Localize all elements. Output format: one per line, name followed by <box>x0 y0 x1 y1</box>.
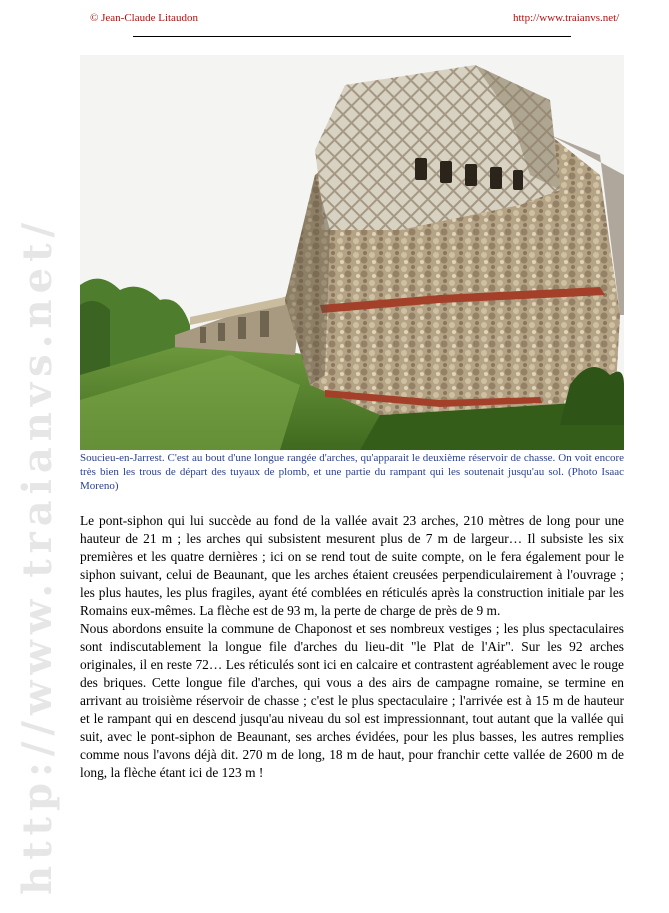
paragraph: Nous abordons ensuite la commune de Chaponost et ses nombreux vestiges ; les plus spectaculaires sont indiscutablement la longue file d'arches du lieu-dit "le Plat de l'Air". Sur les 92 arches originales, il en reste 72… Les réticulés sont ici en calcaire et contrastent agréablement avec le rouge des briques. Cette longue file d'arches, qui vous a des airs de campagne romaine, se termine en arrivant au troisième réservoir de chasse ; c'est le plus spectaculaire ; l'arrivée est à 15 m de hauteur et le rampant qui en descend jusqu'au niveau du sol est impressionnant, tout autant que la vallée qui suit, avec le pont-siphon de Beaunant, ses arches évidées, pour les plus basses, les autres remplies comme nous l'avons déjà dit. 270 m de long, 18 m de haut, pour franchir cette vallée de 2600 m de long, la flèche étant ici de 123 m ! <box>80 621 624 780</box>
header-author: © Jean-Claude Litaudon <box>90 12 198 24</box>
photo-caption: Soucieu-en-Jarrest. C'est au bout d'une longue rangée d'arches, qu'apparait le deuxième réservoir de chasse. On voit encore très bien les trous de départ des tuyaux de plomb, et une partie du rampant qui les soutenait jusqu'au sol. (Photo Isaac Moreno) <box>80 452 624 492</box>
side-watermark: http://www.traianvs.net/ <box>14 216 61 895</box>
article-body <box>80 512 624 782</box>
aqueduct-photo <box>80 55 624 450</box>
header-url: http://www.traianvs.net/ <box>513 12 620 24</box>
paragraph: Le pont-siphon qui lui succède au fond de la vallée avait 23 arches, 210 mètres de long pour une hauteur de 21 m ; les arches qui subsistent mesurent plus de 7 m de largeur… Il subsiste les six premières et les quatre dernières ; ici on se rend tout de suite compte, on le fera également pour le siphon suivant, celui de Beaunant, que les arches étaient creusées perpendiculairement à l'ouvrage ; les plus hautes, les plus fragiles, ayant été comblées en réticulés après la construction initiale par les Romains eux-mêmes. La flèche est de 93 m, la perte de charge de près de 9 m. <box>80 513 624 618</box>
header-divider <box>133 36 571 37</box>
